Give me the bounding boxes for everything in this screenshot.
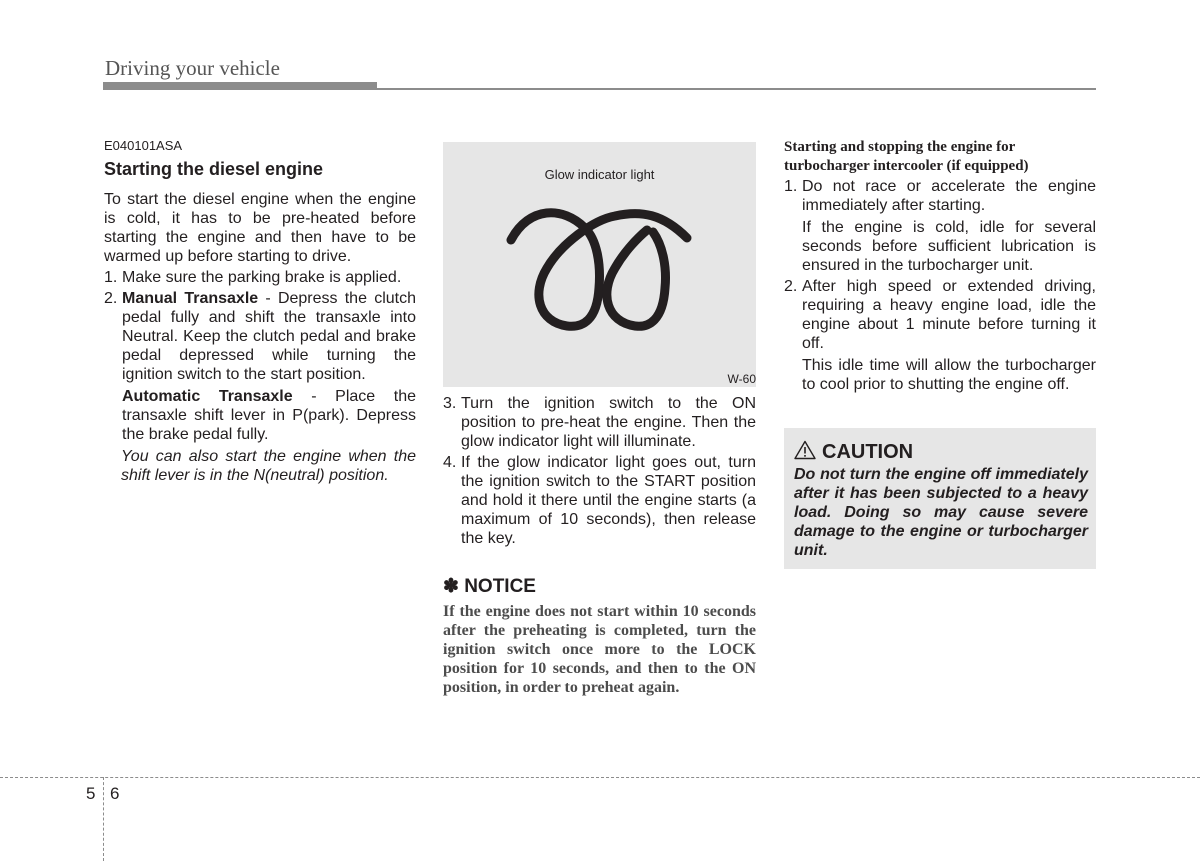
automatic-transaxle-label: Automatic Transaxle	[122, 388, 293, 405]
caution-title: CAUTION	[822, 441, 914, 463]
caution-text: Do not turn the engine off immediately after it has been subjected to a heavy load. Doing so may cause severe damage to the engine or turbocharger unit.	[794, 466, 1088, 559]
step-3	[443, 394, 756, 451]
step-number: 3.	[443, 395, 457, 412]
notice-text: If the engine does not start within 10 seconds after the preheating is completed, turn the ignition switch once more to the LOCK position for 10 seconds, and then to the ON position, in order to preheat again.	[443, 603, 756, 696]
footer-rule	[0, 777, 1200, 778]
intro-paragraph: To start the diesel engine when the engine is cold, it has to be pre-heated before starting the engine and then have to be warmed up before starting to drive.	[104, 191, 416, 265]
automatic-transaxle-text: - Place the transaxle shift lever in P(park). Depress the brake pedal fully.	[122, 388, 416, 443]
header-bar-thick	[103, 82, 377, 90]
running-header: Driving your vehicle	[105, 56, 280, 80]
step-text: Make sure the parking brake is applied.	[122, 269, 402, 286]
page-number: 6	[110, 784, 120, 803]
step-text: If the glow indicator light goes out, turn the ignition switch to the START position and hold it there until the engine starts (a maximum of 10 seconds), then release the key.	[461, 454, 756, 547]
glow-indicator-figure	[443, 142, 756, 387]
column-left	[104, 138, 416, 485]
step-text: - Depress the clutch pedal fully and shift the transaxle into Neutral. Keep the clutch pedal and brake pedal depressed while turning the ignition switch to the start position.	[122, 290, 416, 383]
turbo-step-2	[784, 277, 1096, 353]
turbo-step-2-detail: This idle time will allow the turbocharger to cool prior to shutting the engine off.	[802, 357, 1096, 393]
step-2	[104, 289, 416, 384]
neutral-start-note: You can also start the engine when the shift lever is in the N(neutral) position.	[121, 448, 416, 484]
chapter-number: 5	[86, 784, 96, 803]
column-right	[784, 138, 1096, 396]
step-number: 4.	[443, 454, 457, 471]
step-text: Do not race or accelerate the engine immediately after starting.	[802, 178, 1096, 214]
glow-plug-coil-icon	[503, 202, 693, 337]
step-text: After high speed or extended driving, requiring a heavy engine load, idle the engine about 1 minute before turning it off.	[802, 278, 1096, 352]
turbo-step-1-detail: If the engine is cold, idle for several seconds before sufficient lubrication is ensured in the turbocharger unit.	[802, 219, 1096, 274]
step-1	[104, 268, 416, 287]
header-rule	[377, 88, 1096, 90]
step-text: Turn the ignition switch to the ON position to pre-heat the engine. Then the glow indicator light will illuminate.	[461, 395, 756, 450]
footer-divider	[103, 777, 104, 861]
caution-box	[784, 428, 1096, 569]
step-number: 2.	[784, 278, 798, 295]
caution-heading	[794, 440, 913, 463]
figure-code: W-60	[727, 372, 756, 386]
automatic-transaxle-note	[104, 387, 416, 444]
notice-heading: ✽ NOTICE	[443, 576, 536, 597]
manual-transaxle-label: Manual Transaxle	[122, 290, 259, 307]
step-number: 1.	[784, 178, 798, 195]
step-4	[443, 453, 756, 548]
step-number: 1.	[104, 269, 118, 286]
step-number: 2.	[104, 290, 118, 307]
turbo-step-1	[784, 177, 1096, 215]
section-code: E040101ASA	[104, 138, 183, 153]
column-middle	[443, 394, 756, 697]
warning-triangle-icon	[794, 440, 816, 460]
figure-label: Glow indicator light	[544, 167, 655, 182]
section-heading: Starting the diesel engine	[104, 159, 324, 179]
turbo-heading: Starting and stopping the engine for turbocharger intercooler (if equipped)	[784, 139, 1029, 174]
